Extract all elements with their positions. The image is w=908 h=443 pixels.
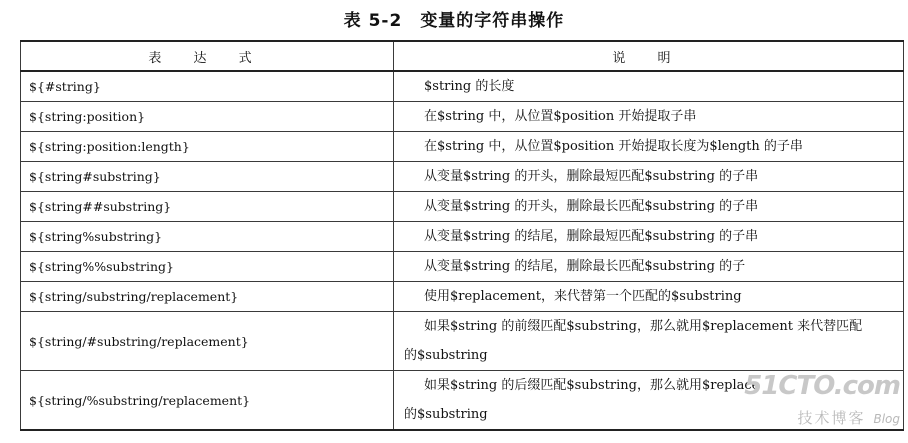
- table-row: [21, 71, 904, 102]
- description-line: 的$substring: [404, 407, 488, 422]
- description-cell: 在$string 中，从位置$position 开始提取长度为$length 的子串: [394, 132, 904, 162]
- description-cell: 从变量$string 的结尾，删除最长匹配$substring 的子: [394, 252, 904, 282]
- expression-cell: ${string/substring/replacement}: [21, 282, 394, 312]
- description-cell: 使用$replacement，来代替第一个匹配的$substring: [394, 282, 904, 312]
- expression-cell: ${#string}: [21, 71, 394, 102]
- table-number: 表 5-2: [343, 11, 403, 31]
- expression-cell: ${string:position:length}: [21, 132, 394, 162]
- description-cell: 在$string 中，从位置$position 开始提取子串: [394, 102, 904, 132]
- description-cell: 从变量$string 的开头，删除最短匹配$substring 的子串: [394, 162, 904, 192]
- expression-cell: ${string%%substring}: [21, 252, 394, 282]
- description-cell: 从变量$string 的开头，删除最长匹配$substring 的子串: [394, 192, 904, 222]
- description-line: 如果$string 的前缀匹配$substring，那么就用$replacement 来代替匹配: [424, 319, 863, 334]
- column-header-description: 说 明: [394, 41, 904, 71]
- description-line: 的$substring: [404, 348, 488, 363]
- table-title: 变量的字符串操作: [420, 11, 565, 31]
- expression-cell: ${string%substring}: [21, 222, 394, 252]
- table-row: [21, 162, 904, 192]
- header-row: [21, 41, 904, 71]
- expression-cell: ${string#substring}: [21, 162, 394, 192]
- table-caption: [0, 6, 908, 31]
- watermark-sub-text: 技术博客: [797, 409, 866, 427]
- expression-cell: ${string/%substring/replacement}: [21, 371, 394, 431]
- table-row: [21, 312, 904, 371]
- table-row: [21, 282, 904, 312]
- description-cell: 从变量$string 的结尾，删除最短匹配$substring 的子串: [394, 222, 904, 252]
- watermark-logo: 51CTO.com: [744, 371, 900, 401]
- table-row: [21, 192, 904, 222]
- table-row: [21, 252, 904, 282]
- watermark-blog-text: Blog: [873, 412, 900, 426]
- string-operations-table: [20, 40, 904, 431]
- table-row: [21, 102, 904, 132]
- table-row: [21, 132, 904, 162]
- description-cell: [394, 371, 904, 431]
- table-row: [21, 371, 904, 431]
- table-row: [21, 222, 904, 252]
- expression-cell: ${string/#substring/replacement}: [21, 312, 394, 371]
- expression-cell: ${string:position}: [21, 102, 394, 132]
- description-cell: [394, 312, 904, 371]
- expression-cell: ${string##substring}: [21, 192, 394, 222]
- column-header-expression: 表 达 式: [21, 41, 394, 71]
- description-line: 如果$string 的后缀匹配$substring，那么就用$replace: [424, 378, 760, 393]
- description-cell: $string 的长度: [394, 71, 904, 102]
